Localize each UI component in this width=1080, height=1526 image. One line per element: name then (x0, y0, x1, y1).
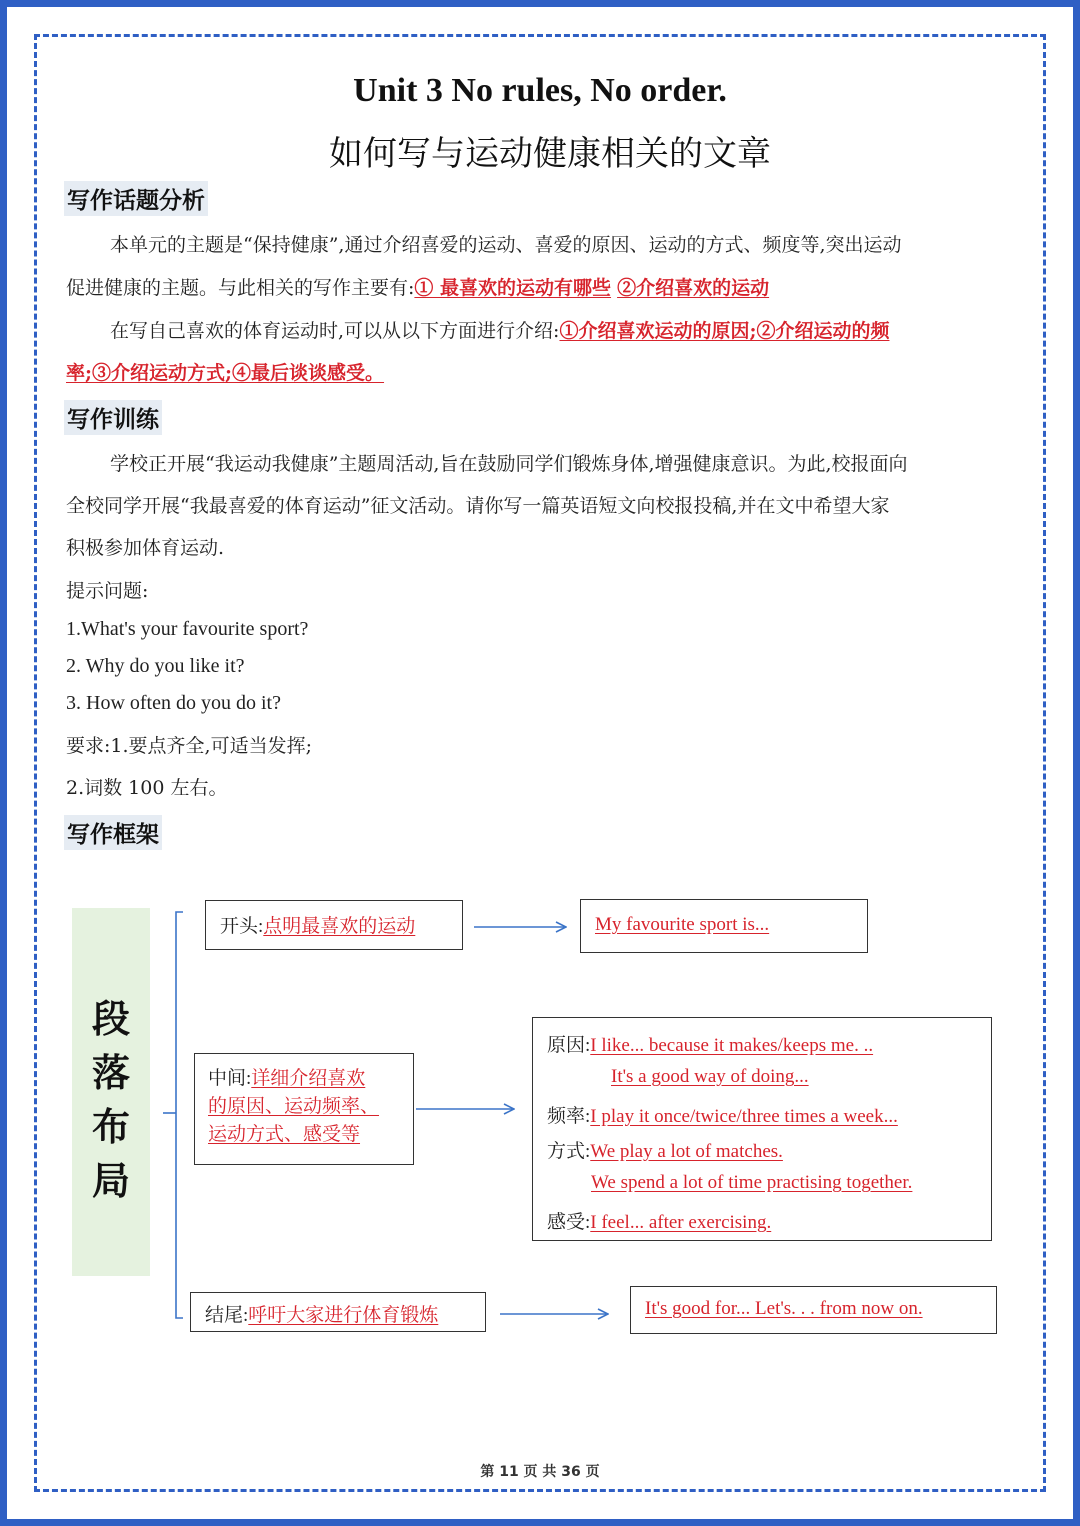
requirement-1: 要求:1.要点齐全,可适当发挥; (66, 735, 312, 757)
analysis-point-1: ① 最喜欢的运动有哪些 (414, 277, 612, 299)
bracket-line (176, 912, 183, 1318)
ending-result: It's good for... Let's. . . from now on. (645, 1298, 923, 1319)
analysis-para2-text: 在写自己喜欢的体育运动时,可以从以下方面进行介绍: (110, 320, 560, 342)
analysis-para1-line1: 本单元的主题是“保持健康”,通过介绍喜爱的运动、喜爱的原因、运动的方式、频度等,突出运动 (110, 234, 902, 256)
ending-box (190, 1292, 486, 1332)
middle-text-3: 运动方式、感受等 (208, 1124, 361, 1145)
opening-result-box (580, 899, 868, 953)
reason-label: 原因: (547, 1035, 591, 1056)
middle-detail-box (532, 1017, 992, 1241)
prompt-question-3: 3. How often do you do it? (66, 692, 281, 714)
way-line-1: We play a lot of matches. (590, 1141, 783, 1162)
ending-label: 结尾: (205, 1305, 249, 1326)
analysis-point-2: ②介绍喜欢的运动 (617, 277, 770, 299)
opening-label: 开头: (220, 916, 264, 937)
side-char-3: 布 (91, 1105, 130, 1149)
frequency-line: I play it once/twice/three times a week... (590, 1106, 898, 1127)
training-para-line1: 学校正开展“我运动我健康”主题周活动,旨在鼓励同学们锻炼身体,增强健康意识。为此,校报面向 (110, 453, 908, 475)
middle-box (194, 1053, 414, 1165)
side-char-1: 段 (91, 997, 130, 1041)
reason-line-1: I like... because it makes/keeps me. .. (590, 1035, 874, 1056)
feeling-label: 感受: (547, 1212, 591, 1233)
way-label: 方式: (547, 1141, 591, 1162)
analysis-para2-points-a: ①介绍喜欢运动的原因;②介绍运动的频 (559, 320, 890, 342)
training-para-line2: 全校同学开展“我最喜爱的体育运动”征文活动。请你写一篇英语短文向校报投稿,并在文中希望大家 (66, 495, 890, 517)
frequency-label: 频率: (547, 1106, 591, 1127)
reason-line-2: It's a good way of doing... (611, 1066, 809, 1087)
middle-text-2: 的原因、运动频率、 (208, 1096, 380, 1117)
prompt-question-1: 1.What's your favourite sport? (66, 618, 309, 640)
heading-writing-framework: 写作框架 (64, 815, 162, 850)
analysis-para2-points-b: 率;③介绍运动方式;④最后谈谈感受。 (66, 362, 385, 384)
prompt-question-2: 2. Why do you like it? (66, 655, 245, 677)
ending-text: 呼吁大家进行体育锻炼 (248, 1305, 439, 1326)
title-english: Unit 3 No rules, No order. (353, 72, 727, 109)
way-line-2: We spend a lot of time practising together. (591, 1172, 913, 1193)
ending-result-box (630, 1286, 997, 1334)
middle-text-1: 详细介绍喜欢 (251, 1068, 366, 1089)
side-char-4: 局 (91, 1159, 130, 1203)
opening-text: 点明最喜欢的运动 (263, 916, 416, 937)
training-para-line3: 积极参加体育运动. (66, 537, 225, 559)
title-chinese: 如何写与运动健康相关的文章 (329, 134, 771, 174)
feeling-line: I feel... after exercising. (590, 1212, 772, 1233)
opening-result: My favourite sport is... (595, 914, 770, 935)
middle-label: 中间: (208, 1068, 252, 1089)
opening-box (205, 900, 463, 950)
analysis-para1-text: 促进健康的主题。与此相关的写作主要有: (66, 277, 415, 299)
prompt-label: 提示问题: (66, 580, 149, 602)
side-char-2: 落 (91, 1051, 130, 1095)
requirement-2: 2.词数 100 左右。 (66, 777, 228, 799)
heading-topic-analysis: 写作话题分析 (64, 181, 208, 216)
page-footer: 第 11 页 共 36 页 (480, 1464, 600, 1480)
heading-writing-training: 写作训练 (64, 400, 162, 435)
